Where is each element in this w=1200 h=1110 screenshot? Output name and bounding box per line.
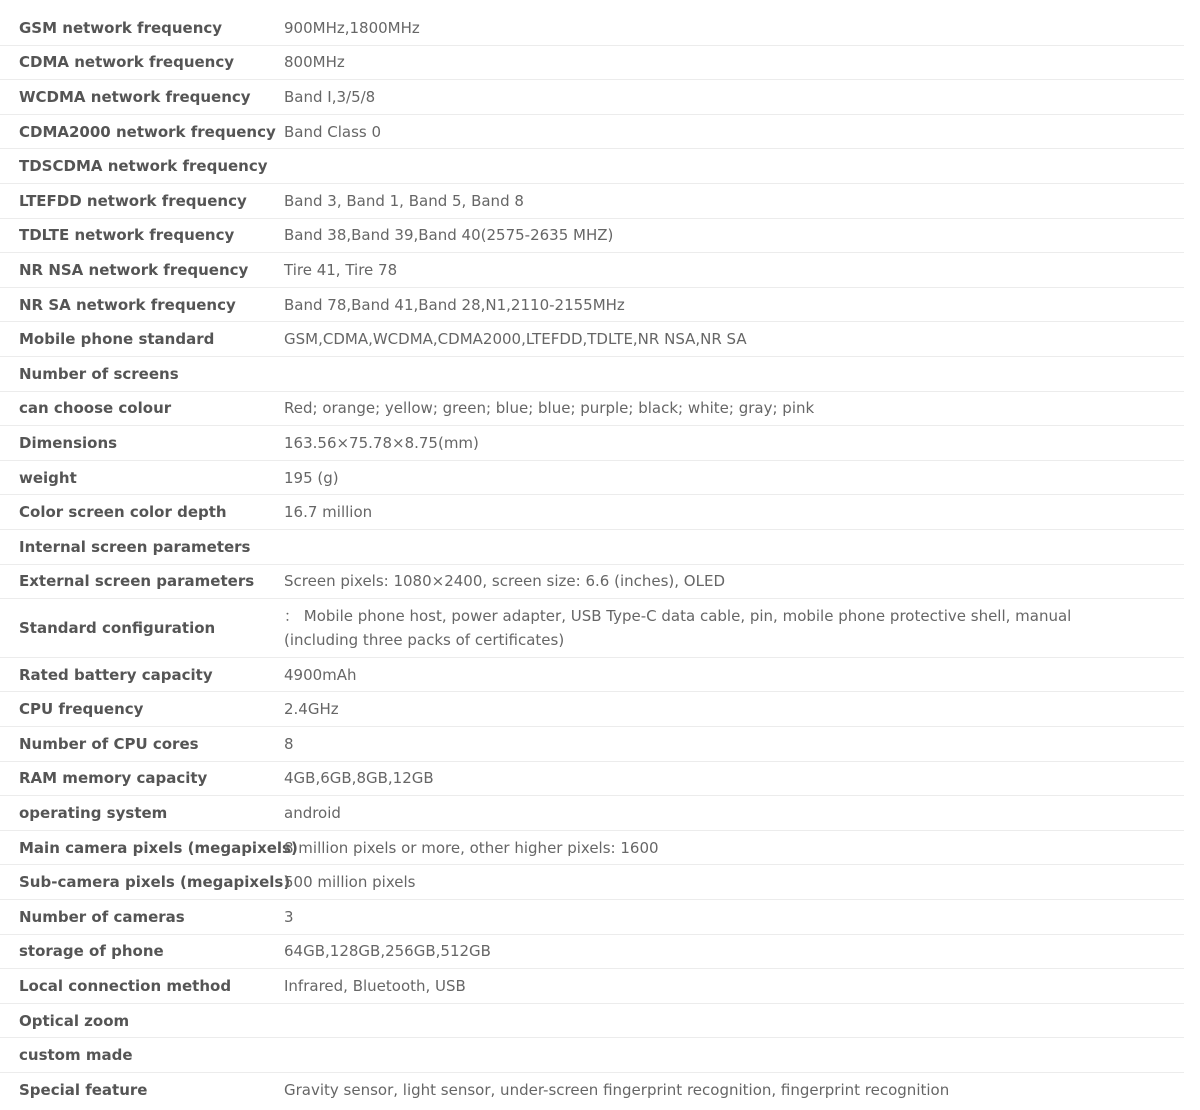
spec-label: operating system [19,804,168,823]
spec-row-color-depth [0,495,1184,530]
spec-value: Band 3, Band 1, Band 5, Band 8 [284,191,524,210]
spec-value: 500 million pixels [284,873,416,892]
spec-row-special-feature [0,1073,1184,1108]
spec-value: 8 [284,734,294,753]
spec-row-standard-configuration [0,599,1184,658]
spec-label: Local connection method [19,977,232,996]
spec-row-internal-screen [0,530,1184,565]
spec-row-tdscdma-frequency [0,149,1184,184]
spec-value: Band Class 0 [284,122,382,141]
spec-label: NR SA network frequency [19,295,236,314]
spec-value: Red; orange; yellow; green; blue; blue; purple; black; white; gray; pink [284,399,815,418]
spec-label: Standard configuration [19,618,216,637]
spec-row-wcdma-frequency [0,80,1184,115]
spec-label: LTEFDD network frequency [19,191,247,210]
spec-label: Number of cameras [19,907,185,926]
spec-value: 195 (g) [284,468,339,487]
spec-label: CDMA network frequency [19,53,235,72]
spec-label: Rated battery capacity [19,665,213,684]
spec-value: ： Mobile phone host, power adapter, USB Type-C data cable, pin, mobile phone protective shell, manual (including three packs of certificates) [284,606,1072,649]
spec-row-dimensions [0,426,1184,461]
spec-row-local-connection [0,969,1184,1004]
spec-label: Number of screens [19,364,179,383]
spec-label: RAM memory capacity [19,769,208,788]
spec-label: Special feature [19,1081,148,1100]
spec-row-optical-zoom [0,1004,1184,1039]
spec-row-storage [0,935,1184,970]
spec-label: GSM network frequency [19,18,223,37]
spec-label: custom made [19,1046,133,1065]
spec-row-ltefdd-frequency [0,184,1184,219]
spec-row-cpu-frequency [0,692,1184,727]
spec-value: android [284,804,341,823]
spec-table [0,11,1184,1108]
spec-label: Number of CPU cores [19,734,199,753]
spec-label: TDLTE network frequency [19,226,235,245]
spec-row-cdma-frequency [0,46,1184,81]
spec-value: GSM,CDMA,WCDMA,CDMA2000,LTEFDD,TDLTE,NR NSA,NR SA [284,330,747,349]
spec-row-tdlte-frequency [0,219,1184,254]
spec-value: Tire 41, Tire 78 [284,260,398,279]
spec-label: Optical zoom [19,1011,130,1030]
spec-value: Infrared, Bluetooth, USB [284,977,466,996]
spec-label: Sub-camera pixels (megapixels) [19,873,291,892]
spec-label: can choose colour [19,399,172,418]
spec-value: 16.7 million [284,503,373,522]
spec-value: 2.4GHz [284,700,339,719]
spec-value: 8 million pixels or more, other higher pixels: 1600 [284,838,659,857]
spec-row-weight [0,461,1184,496]
spec-value: Screen pixels: 1080×2400, screen size: 6.6 (inches), OLED [284,572,725,591]
spec-label: WCDMA network frequency [19,87,251,106]
spec-row-operating-system [0,796,1184,831]
spec-label: Internal screen parameters [19,537,251,556]
spec-value: 900MHz,1800MHz [284,18,420,37]
spec-row-nr-nsa-frequency [0,253,1184,288]
spec-row-colours [0,392,1184,427]
spec-label: Dimensions [19,433,118,452]
spec-label: CDMA2000 network frequency [19,122,276,141]
spec-value: 64GB,128GB,256GB,512GB [284,942,491,961]
spec-value: Band 38,Band 39,Band 40(2575-2635 MHZ) [284,226,614,245]
spec-row-nr-sa-frequency [0,288,1184,323]
spec-value: 4GB,6GB,8GB,12GB [284,769,434,788]
spec-row-phone-standard [0,322,1184,357]
spec-value: 4900mAh [284,665,357,684]
spec-label: CPU frequency [19,700,144,719]
spec-value: Gravity sensor, light sensor, under-screen fingerprint recognition, fingerprint recognition [284,1081,950,1100]
spec-value: 163.56×75.78×8.75(mm) [284,433,479,452]
spec-label: Main camera pixels (megapixels) [19,838,298,857]
spec-label: NR NSA network frequency [19,260,249,279]
spec-row-sub-camera [0,865,1184,900]
spec-row-number-of-screens [0,357,1184,392]
spec-row-main-camera [0,831,1184,866]
spec-row-cdma2000-frequency [0,115,1184,150]
spec-label: storage of phone [19,942,164,961]
spec-row-external-screen [0,565,1184,600]
spec-row-cpu-cores [0,727,1184,762]
spec-label: External screen parameters [19,572,255,591]
spec-label: weight [19,468,77,487]
spec-label: Color screen color depth [19,503,227,522]
spec-value: Band 78,Band 41,Band 28,N1,2110-2155MHz [284,295,625,314]
spec-row-gsm-frequency [0,11,1184,46]
spec-row-custom-made [0,1038,1184,1073]
spec-value: Band I,3/5/8 [284,87,376,106]
spec-value: 800MHz [284,53,345,72]
spec-row-number-of-cameras [0,900,1184,935]
spec-label: TDSCDMA network frequency [19,157,268,176]
spec-row-battery-capacity [0,658,1184,693]
spec-row-ram [0,762,1184,797]
spec-label: Mobile phone standard [19,330,215,349]
spec-value: 3 [284,907,294,926]
